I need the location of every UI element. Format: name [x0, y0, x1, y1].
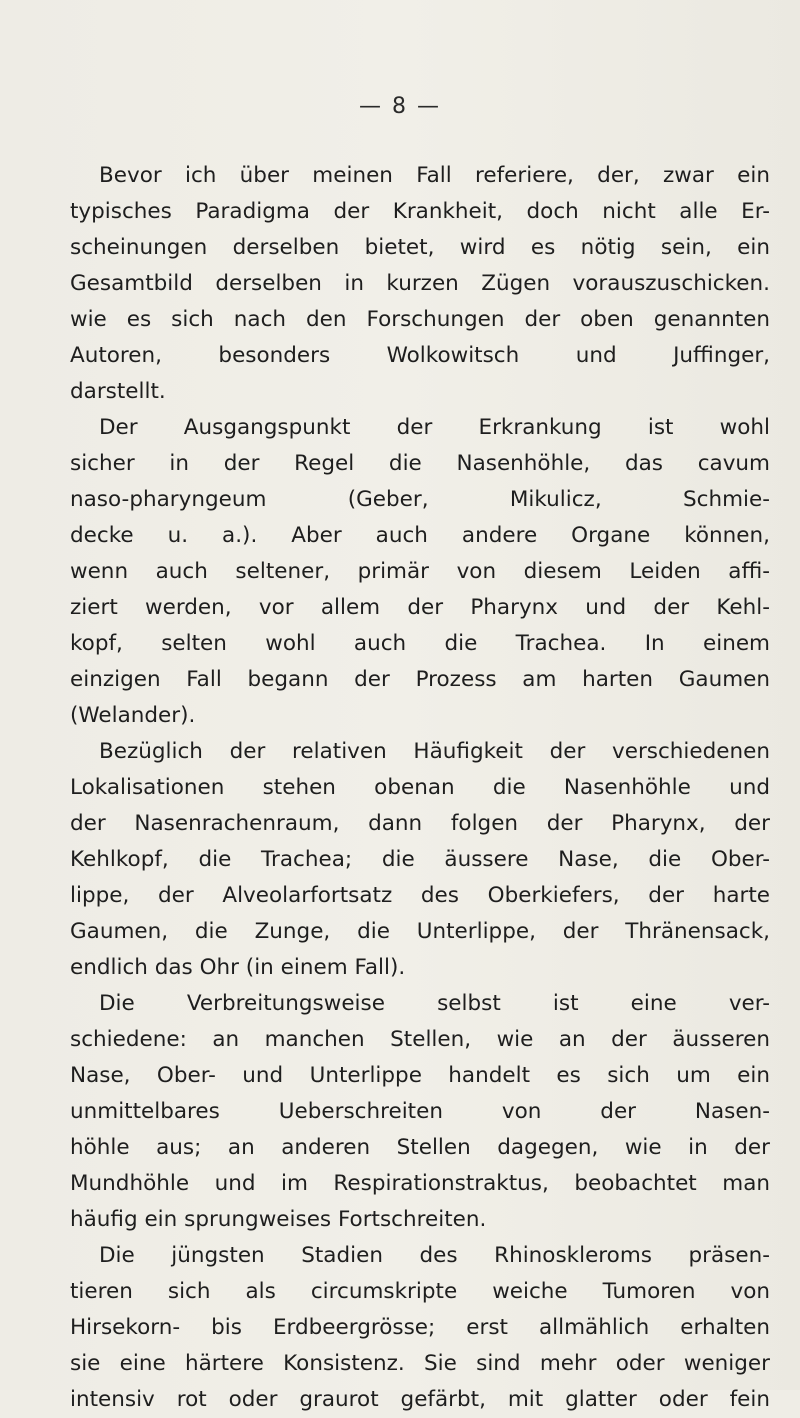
text-line: darstellt.	[70, 379, 166, 404]
text-line: intensiv rot oder graurot gefärbt, mit glatter oder fein	[70, 1387, 770, 1412]
text-line: Die Verbreitungsweise selbst ist eine ver-	[99, 991, 770, 1016]
text-line: wenn auch seltener, primär von diesem Leiden affi-	[70, 559, 770, 584]
text-line: ziert werden, vor allem der Pharynx und der Kehl-	[70, 595, 770, 620]
text-line: schiedene: an manchen Stellen, wie an der äusseren	[70, 1027, 770, 1052]
text-line: Die jüngsten Stadien des Rhinoskleroms präsen-	[99, 1243, 770, 1268]
body-text	[70, 158, 770, 1418]
text-line: wie es sich nach den Forschungen der oben genannten	[70, 307, 770, 332]
text-line: scheinungen derselben bietet, wird es nötig sein, ein	[70, 235, 770, 260]
text-line: (Welander).	[70, 703, 196, 728]
text-line: häufig ein sprungweises Fortschreiten.	[70, 1207, 487, 1232]
text-line: Bevor ich über meinen Fall referiere, der, zwar ein	[99, 163, 770, 188]
text-line: Lokalisationen stehen obenan die Nasenhöhle und	[70, 775, 770, 800]
text-line: der Nasenrachenraum, dann folgen der Pharynx, der	[70, 811, 770, 836]
text-line: Kehlkopf, die Trachea; die äussere Nase, die Ober-	[70, 847, 770, 872]
page-number: — 8 —	[359, 94, 441, 119]
text-line: unmittelbares Ueberschreiten von der Nasen-	[70, 1099, 770, 1124]
text-line: lippe, der Alveolarfortsatz des Oberkiefers, der harte	[70, 883, 770, 908]
text-line: typisches Paradigma der Krankheit, doch nicht alle Er-	[70, 199, 770, 224]
text-line: höhle aus; an anderen Stellen dagegen, wie in der	[70, 1135, 770, 1160]
text-line: Gesamtbild derselben in kurzen Zügen vorauszuschicken.	[70, 271, 770, 296]
text-line: decke u. a.). Aber auch andere Organe können,	[70, 523, 770, 548]
text-line: Nase, Ober- und Unterlippe handelt es sich um ein	[70, 1063, 770, 1088]
text-line: naso-pharyngeum (Geber, Mikulicz, Schmie-	[70, 487, 770, 512]
text-line: kopf, selten wohl auch die Trachea. In einem	[70, 631, 770, 656]
text-line: Der Ausgangspunkt der Erkrankung ist wohl	[99, 415, 770, 440]
text-line: einzigen Fall begann der Prozess am harten Gaumen	[70, 667, 770, 692]
text-line: Hirsekorn- bis Erdbeergrösse; erst allmählich erhalten	[70, 1315, 770, 1340]
text-line: Mundhöhle und im Respirationstraktus, beobachtet man	[70, 1171, 770, 1196]
text-line: endlich das Ohr (in einem Fall).	[70, 955, 406, 980]
text-line: sie eine härtere Konsistenz. Sie sind mehr oder weniger	[70, 1351, 770, 1376]
text-line: tieren sich als circumskripte weiche Tumoren von	[70, 1279, 770, 1304]
text-line: Gaumen, die Zunge, die Unterlippe, der Thränensack,	[70, 919, 770, 944]
text-line: Bezüglich der relativen Häufigkeit der verschiedenen	[99, 739, 770, 764]
text-line: sicher in der Regel die Nasenhöhle, das cavum	[70, 451, 770, 476]
text-line: Autoren, besonders Wolkowitsch und Juffinger,	[70, 343, 770, 368]
